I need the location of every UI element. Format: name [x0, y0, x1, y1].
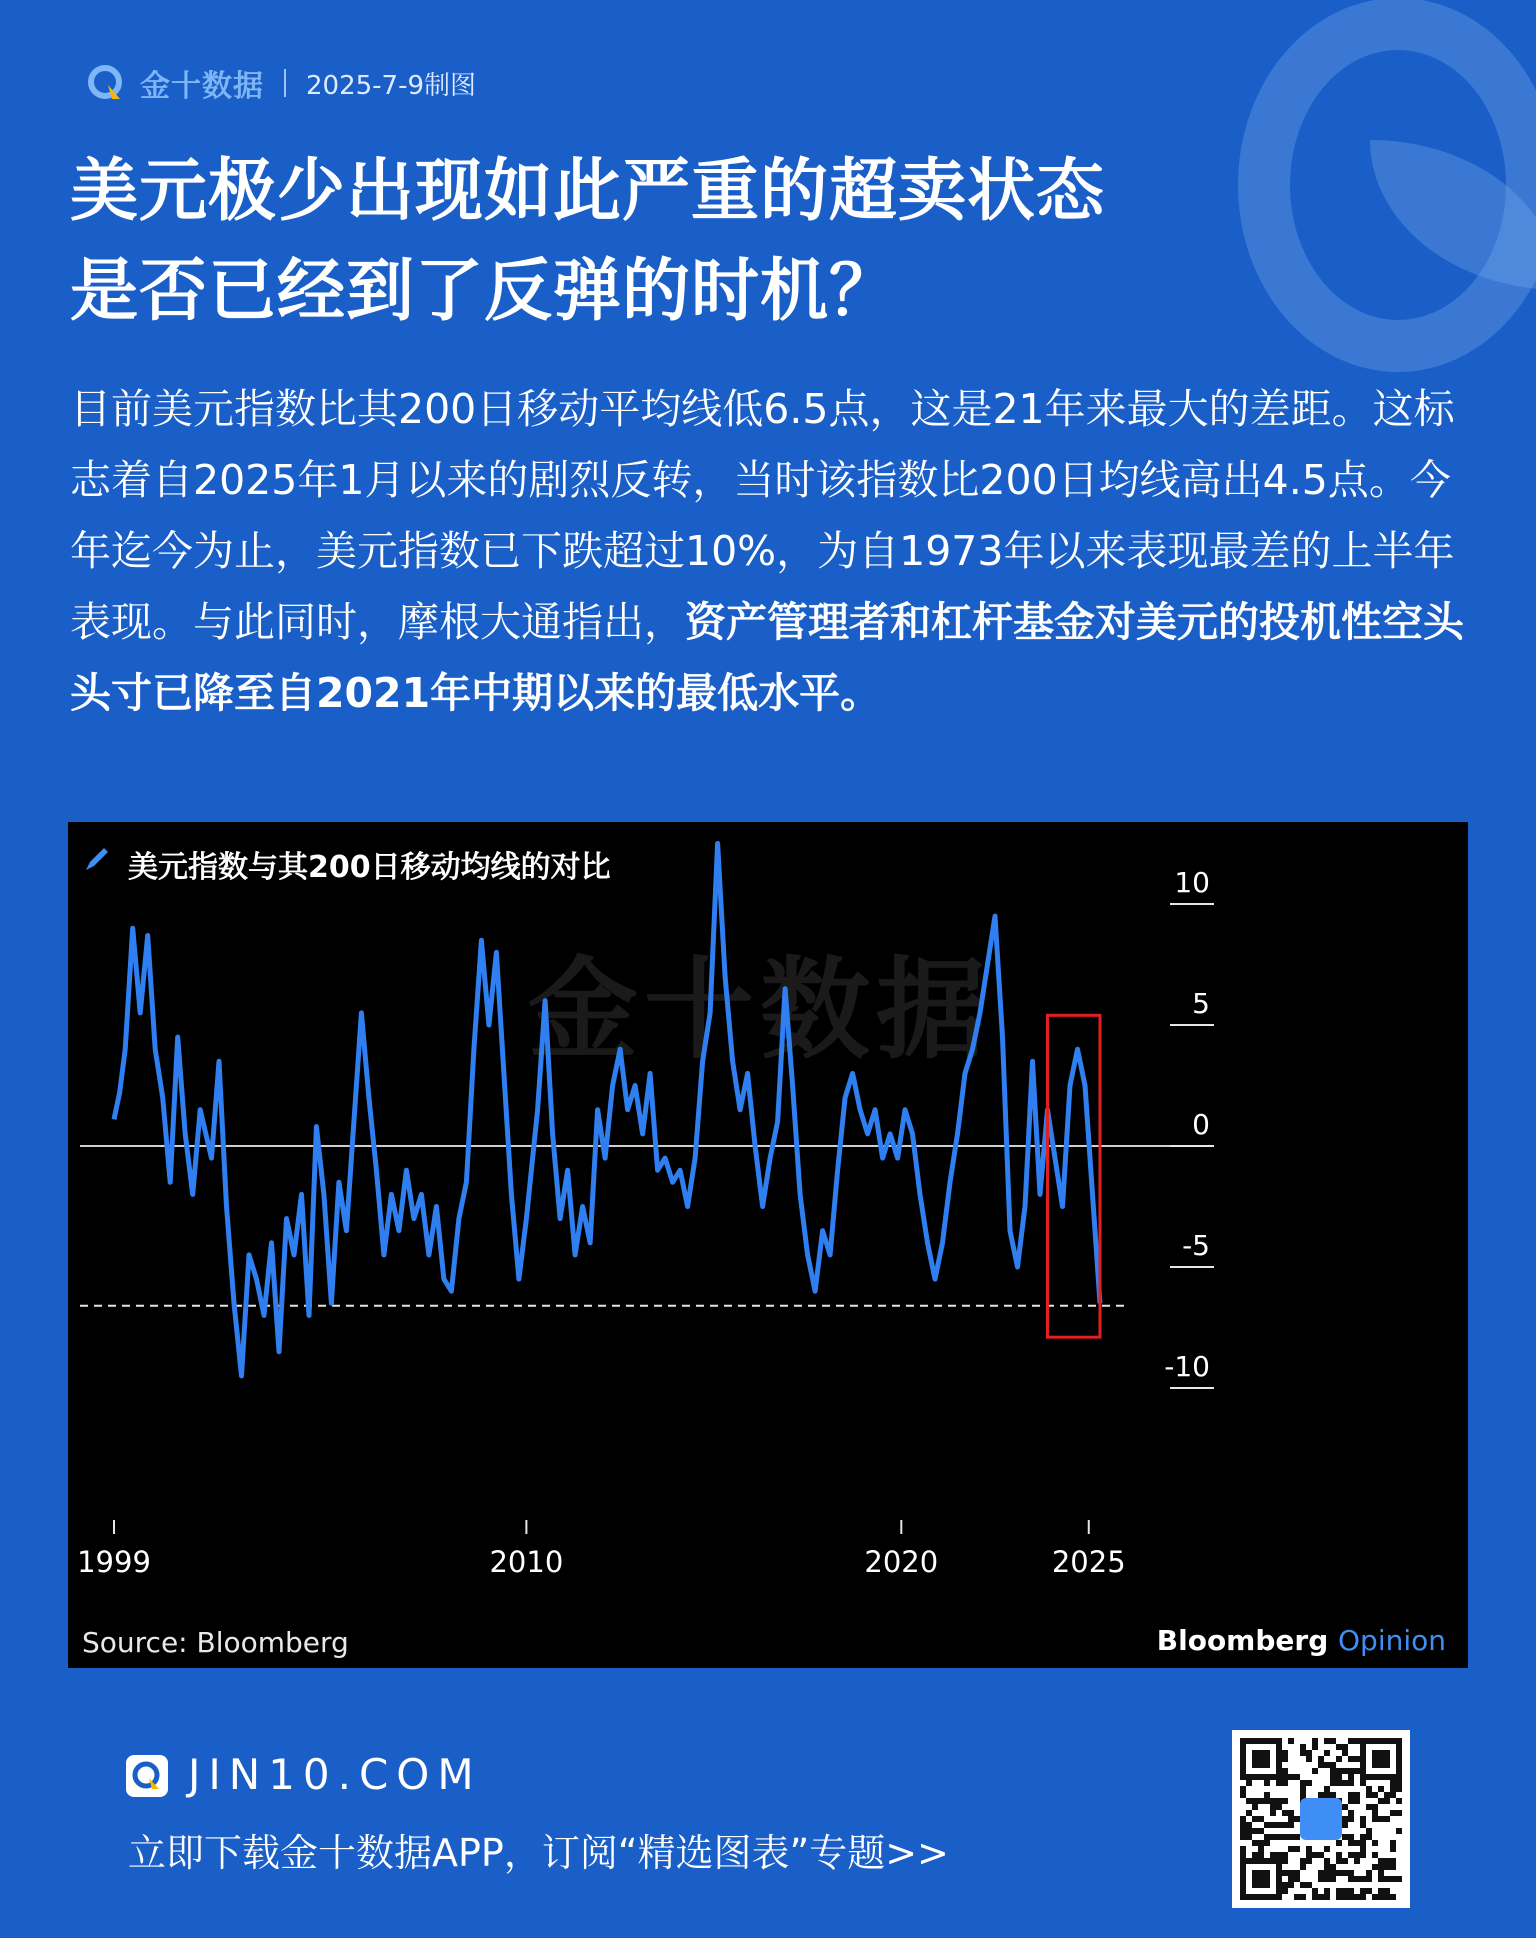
y-tick-label: 5 [1192, 987, 1210, 1020]
qr-center-logo-icon [1300, 1798, 1342, 1840]
body-bold: 资产管理者和杠杆基金对美元的投机性空头头寸已降至自2021年中期以来的最低水平。 [70, 598, 1464, 717]
y-tick-label: 10 [1174, 866, 1210, 899]
credit-sub: Opinion [1338, 1624, 1446, 1657]
article-body [70, 374, 1470, 729]
jin10-logo-icon [86, 63, 126, 103]
header-separator [284, 69, 286, 97]
header [86, 62, 476, 104]
footer-cta[interactable]: 立即下载金十数据APP，订阅“精选图表”专题>> [128, 1831, 949, 1875]
bloomberg-opinion-credit [1157, 1624, 1446, 1657]
x-tick-label: 2020 [864, 1545, 939, 1579]
jin10-footer-logo-icon [126, 1755, 168, 1797]
y-tick-label: 0 [1192, 1108, 1210, 1141]
qr-code-image [1240, 1738, 1402, 1900]
x-tick-label: 1999 [77, 1545, 151, 1579]
brand-name: 金十数据 [140, 69, 264, 104]
qr-code[interactable] [1232, 1730, 1410, 1908]
chart-source: Source: Bloomberg [82, 1626, 349, 1659]
x-tick-label: 2025 [1051, 1545, 1126, 1579]
page-title [70, 142, 1105, 342]
chart-date: 2025-7-9制图 [306, 70, 477, 101]
y-tick-label: -10 [1164, 1350, 1210, 1383]
watermark-text: 金十数据 [528, 946, 992, 1074]
chart-title: 美元指数与其200日移动均线的对比 [128, 850, 611, 885]
y-tick-label: -5 [1182, 1229, 1210, 1262]
chart-panel [68, 822, 1468, 1668]
body-normal: 目前美元指数比其200日移动平均线低6.5点，这是21年来最大的差距。这标志着自2025年1月以来的剧烈反转，当时该指数比200日均线高出4.5点。今年迄今为止，美元指数已下跌超过10%，为自1973年以来表现最差的上半年表现。与此同时，摩根大通指出， [70, 385, 1455, 646]
series-line [114, 844, 1100, 1376]
line-chart [68, 822, 1468, 1668]
credit-main: Bloomberg [1156, 1624, 1329, 1657]
footer-site[interactable]: JIN10.COM [188, 1750, 482, 1799]
title-line-2: 是否已经到了反弹的时机？ [70, 252, 899, 331]
title-line-1: 美元极少出现如此严重的超卖状态 [70, 152, 1106, 231]
x-tick-label: 2010 [489, 1545, 564, 1579]
